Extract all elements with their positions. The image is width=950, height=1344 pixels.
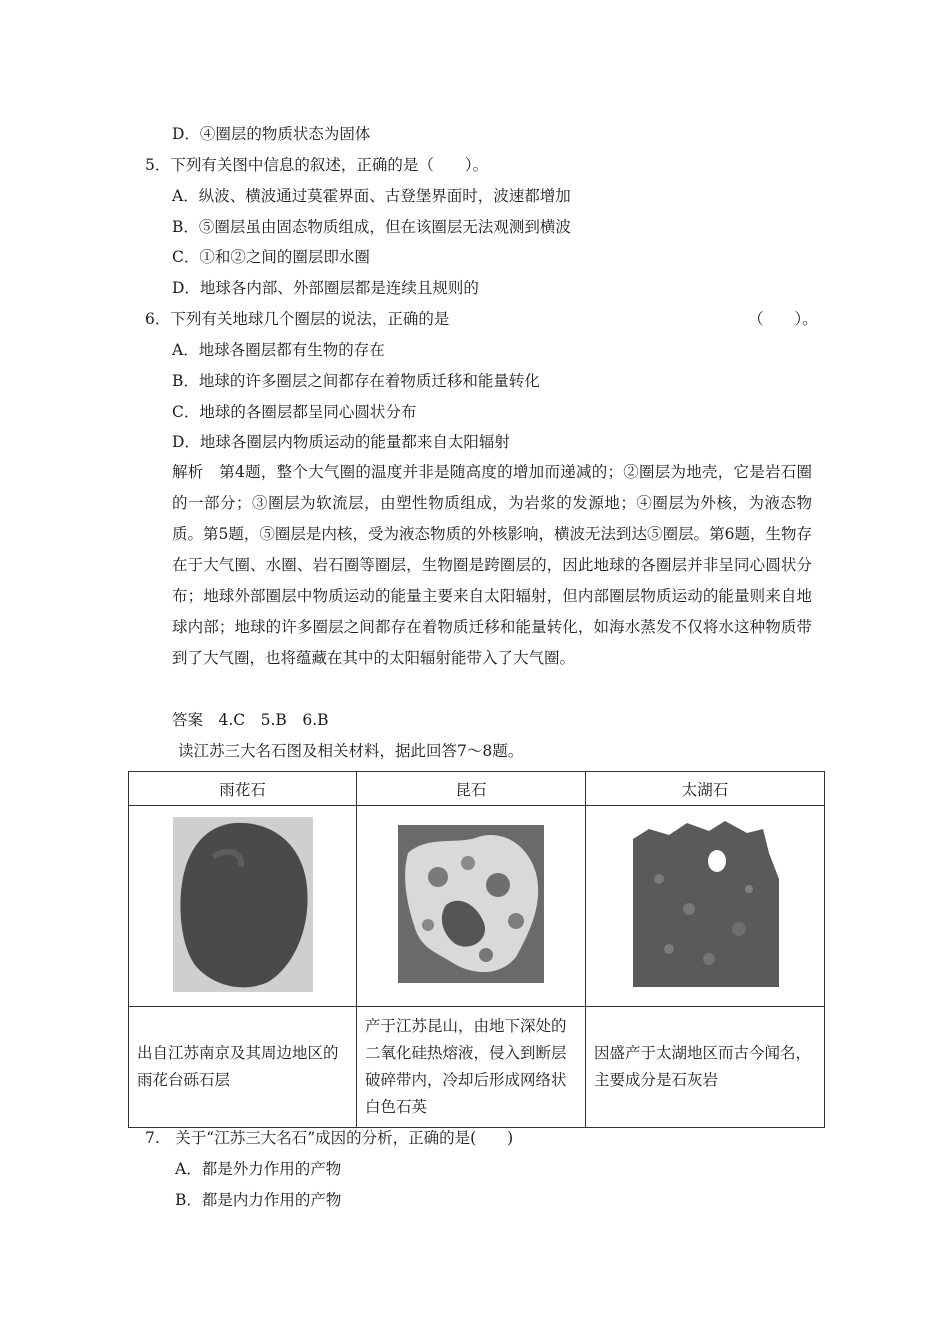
yuhua-stone-cell (129, 806, 357, 1007)
q6-option-c: C．地球的各圈层都呈同心圆状分布 (172, 403, 417, 421)
stones-image-row (129, 806, 825, 1007)
q5-option-a: A．纵波、横波通过莫霍界面、古登堡界面时，波速都增加 (172, 187, 571, 205)
q6-option-a: A．地球各圈层都有生物的存在 (172, 341, 385, 359)
q6-option-d: D．地球各圈层内物质运动的能量都来自太阳辐射 (172, 433, 510, 451)
q5-option-c: C．①和②之间的圈层即水圈 (172, 248, 370, 266)
answer-line: 答案 4.C 5.B 6.B (172, 711, 329, 729)
q7-stem: 7. 关于“江苏三大名石”成因的分析，正确的是( ) (145, 1129, 514, 1147)
reading-intro: 读江苏三大名石图及相关材料，据此回答7～8题。 (178, 742, 524, 760)
taihu-stone-image (629, 819, 781, 989)
q4-option-d: D．④圈层的物质状态为固体 (172, 125, 371, 143)
yuhua-stone-image (173, 817, 313, 992)
analysis-paragraph: 解析 第4题，整个大气圈的温度并非是随高度的增加而递减的；②圈层为地壳，它是岩石圈的一部分；③圈层为软流层，由塑性物质组成，为岩浆的发源地；④圈层为外核，为液态物质。第5题，⑤圈层是内核，受为液态物质的外核影响，横波无法到达⑤圈层。第6题，生物存在于大气圈、水圈、岩石圈等圈层，生物圈是跨圈层的，因此地球的各圈层并非呈同心圆状分布；地球外部圈层中物质运动的能量主要来自太阳辐射，但内部圈层物质运动的能量则来自地球内部；地球的许多圈层之间都存在着物质迁移和能量转化，如海水蒸发不仅将水这种物质带到了大气圈，也将蕴藏在其中的太阳辐射能带入了大气圈。 (172, 463, 812, 667)
kun-stone-image (398, 825, 544, 983)
stones-header-row (129, 772, 825, 806)
q5-option-d: D．地球各内部、外部圈层都是连续且规则的 (172, 279, 479, 297)
header-taihu: 太湖石 (586, 772, 825, 806)
stones-table (128, 771, 825, 1128)
q6-stem: 6．下列有关地球几个圈层的说法，正确的是 (145, 310, 450, 328)
desc-taihu: 因盛产于太湖地区而古今闻名，主要成分是石灰岩 (586, 1007, 825, 1128)
q7-option-a: A．都是外力作用的产物 (175, 1160, 342, 1178)
q6-bracket: （ ）。 (748, 310, 818, 328)
stones-description-row (129, 1007, 825, 1128)
q5-option-b: B．⑤圈层虽由固态物质组成，但在该圈层无法观测到横波 (172, 218, 571, 236)
q6-option-b: B．地球的许多圈层之间都存在着物质迁移和能量转化 (172, 372, 540, 390)
desc-kun: 产于江苏昆山，由地下深处的二氧化硅热熔液，侵入到断层破碎带内，冷却后形成网络状白色石英 (357, 1007, 586, 1128)
q7-option-b: B．都是内力作用的产物 (175, 1191, 342, 1209)
taihu-stone-cell (586, 806, 825, 1007)
kun-stone-cell (357, 806, 586, 1007)
header-kun: 昆石 (357, 772, 586, 806)
desc-yuhua: 出自江苏南京及其周边地区的雨花台砾石层 (129, 1007, 357, 1128)
q5-stem: 5．下列有关图中信息的叙述，正确的是（ ）。 (145, 156, 489, 174)
header-yuhua: 雨花石 (129, 772, 357, 806)
